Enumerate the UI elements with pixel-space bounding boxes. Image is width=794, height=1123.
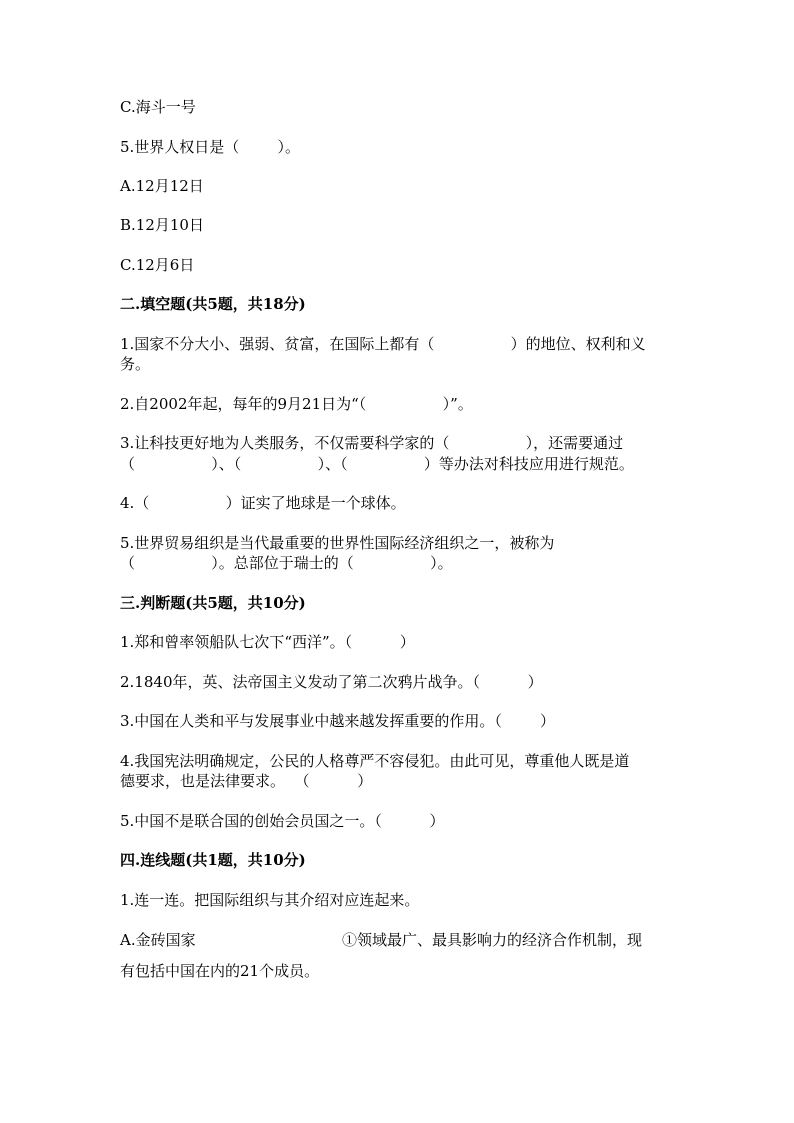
matching-right-1-line2: 有包括中国在内的21个成员。 <box>120 962 320 980</box>
true-false-q2: 2.1840年，英、法帝国主义发动了第二次鸦片战争。（ ） <box>120 673 543 691</box>
true-false-q3: 3.中国在人类和平与发展事业中越来越发挥重要的作用。（ ） <box>120 712 555 730</box>
fill-blank-q1-line2: 务。 <box>120 355 151 373</box>
matching-left-a: A.金砖国家 <box>120 931 196 949</box>
true-false-q1: 1.郑和曾率领船队七次下“西洋”。（ ） <box>120 633 415 651</box>
matching-q1: 1.连一连。把国际组织与其介绍对应连起来。 <box>120 891 420 909</box>
fill-blank-q5-line2: （ ）。总部位于瑞士的（ ）。 <box>120 554 453 572</box>
option-c-haidou: C.海斗一号 <box>120 98 196 116</box>
true-false-q4-line2: 德要求，也是法律要求。 （ ） <box>120 772 373 790</box>
fill-blank-q2: 2.自2002年起，每年的9月21日为“（ ）”。 <box>120 395 473 413</box>
option-c: C.12月6日 <box>120 256 195 274</box>
question-human-rights-day: 5.世界人权日是（ ）。 <box>120 138 300 156</box>
section-heading-true-false: 三.判断题(共5题，共10分) <box>120 594 306 612</box>
fill-blank-q5-line1: 5.世界贸易组织是当代最重要的世界性国际经济组织之一，被称为 <box>120 534 555 552</box>
true-false-q5: 5.中国不是联合国的创始会员国之一。（ ） <box>120 812 445 830</box>
option-a: A.12月12日 <box>120 177 204 195</box>
fill-blank-q4: 4.（ ）证实了地球是一个球体。 <box>120 494 406 512</box>
fill-blank-q3-line1: 3.让科技更好地为人类服务，不仅需要科学家的（ ），还需要通过 <box>120 434 624 452</box>
option-b: B.12月10日 <box>120 216 204 234</box>
section-heading-fill-blank: 二.填空题(共5题，共18分) <box>120 295 306 313</box>
section-heading-matching: 四.连线题(共1题，共10分) <box>120 851 306 869</box>
matching-right-1-line1: ①领域最广、最具影响力的经济合作机制，现 <box>342 931 643 949</box>
true-false-q4-line1: 4.我国宪法明确规定，公民的人格尊严不容侵犯。由此可见，尊重他人既是道 <box>120 752 630 770</box>
fill-blank-q3-line2: （ ）、（ ）、（ ）等办法对科技应用进行规范。 <box>120 455 634 473</box>
fill-blank-q1-line1: 1.国家不分大小、强弱、贫富，在国际上都有（ ）的地位、权利和义 <box>120 335 646 353</box>
